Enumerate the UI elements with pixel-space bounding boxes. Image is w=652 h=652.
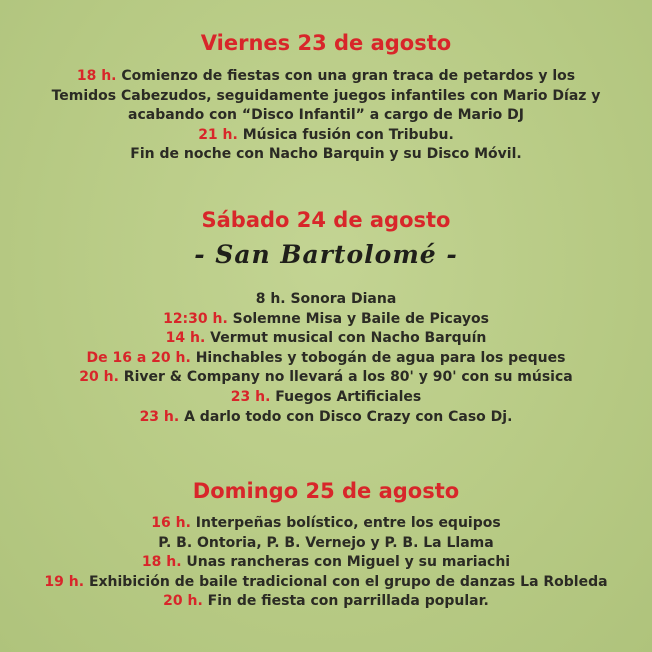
- event-text: Temidos Cabezudos, seguidamente juegos infantiles con Mario Díaz y: [51, 87, 601, 104]
- event-text: Fin de noche con Nacho Barquin y su Disco Móvil.: [130, 146, 522, 163]
- event-text: Vermut musical con Nacho Barquín: [205, 330, 487, 347]
- schedule-line: [0, 553, 652, 573]
- schedule-line: [0, 67, 652, 87]
- schedule-line: [0, 126, 652, 146]
- schedule-line: [0, 408, 652, 428]
- event-time: 12:30 h.: [163, 310, 228, 327]
- schedule-line: [0, 349, 652, 369]
- schedule-line: [0, 87, 652, 107]
- event-time: 20 h.: [79, 369, 119, 386]
- event-text: River & Company no llevará a los 80' y 90' con su música: [118, 369, 573, 386]
- event-time: De 16 a 20 h.: [86, 349, 191, 366]
- schedule-line: [0, 106, 652, 126]
- section-heading: Viernes 23 de agosto: [200, 31, 452, 55]
- schedule-line: [0, 368, 652, 388]
- event-text: Interpeñas bolístico, entre los equipos: [190, 515, 501, 531]
- event-text: Hinchables y tobogán de agua para los peques: [190, 349, 566, 366]
- section-heading: Domingo 25 de agosto: [192, 479, 460, 503]
- section-sunday: [0, 478, 652, 612]
- schedule-line: [0, 388, 652, 408]
- event-text: Exhibición de baile tradicional con el grupo de danzas La Robleda: [84, 573, 608, 590]
- schedule-line: [0, 329, 652, 349]
- event-text: acabando con “Disco Infantil” a cargo de Mario DJ: [128, 107, 524, 124]
- section-friday: [0, 30, 652, 165]
- event-text: Solemne Misa y Baile de Picayos: [227, 310, 489, 327]
- event-time: 23 h.: [139, 408, 180, 425]
- event-text: Música fusión con Tribubu.: [237, 126, 454, 143]
- section-subtitle: - San Bartolomé -: [194, 240, 458, 269]
- schedule-line: [0, 145, 652, 165]
- schedule-line: [0, 573, 652, 593]
- event-text: Comienzo de fiestas con una gran traca de petardos y los: [116, 68, 576, 84]
- event-time: 18 h.: [76, 68, 117, 84]
- event-text: Unas rancheras con Miguel y su mariachi: [181, 554, 511, 571]
- schedule-line: [0, 310, 652, 330]
- event-time: 18 h.: [141, 554, 182, 571]
- section-saturday: [0, 207, 652, 427]
- event-time: 16 h.: [151, 515, 191, 531]
- event-time: 19 h.: [44, 573, 85, 590]
- schedule-line: [0, 514, 652, 534]
- event-text: Fin de fiesta con parrillada popular.: [202, 593, 489, 610]
- event-time: 21 h.: [198, 126, 238, 143]
- schedule-line: [0, 290, 652, 310]
- schedule-line: [0, 534, 652, 554]
- event-text: A darlo todo con Disco Crazy con Caso Dj.: [179, 408, 513, 425]
- section-heading: Sábado 24 de agosto: [201, 208, 451, 232]
- event-text: P. B. Ontoria, P. B. Vernejo y P. B. La Llama: [158, 534, 494, 551]
- schedule-line: [0, 592, 652, 612]
- event-text: 8 h. Sonora Diana: [255, 291, 397, 307]
- event-time: 14 h.: [165, 330, 206, 347]
- event-text: Fuegos Artificiales: [270, 388, 422, 405]
- event-time: 20 h.: [163, 593, 203, 610]
- event-time: 23 h.: [230, 388, 271, 405]
